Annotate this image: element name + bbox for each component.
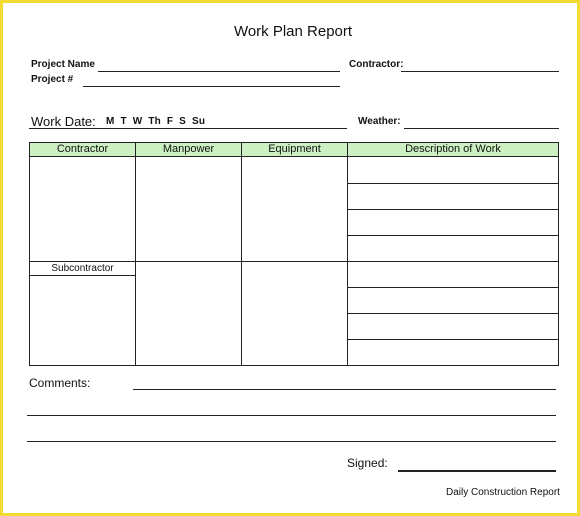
comments-line-1[interactable]: [133, 389, 556, 390]
description-row-line: [347, 287, 559, 288]
work-date-line: [29, 128, 347, 129]
subcontractor-underline: [29, 275, 136, 276]
signed-label: Signed:: [347, 456, 388, 470]
description-row-line: [347, 313, 559, 314]
comments-label: Comments:: [29, 376, 91, 390]
contractor-label: Contractor:: [349, 59, 404, 70]
project-name-label: Project Name: [31, 59, 95, 70]
description-row-line: [347, 339, 559, 340]
work-date-label: Work Date:: [31, 114, 96, 129]
header-description: Description of Work: [347, 142, 559, 157]
weather-line[interactable]: [404, 128, 559, 129]
footer-text: Daily Construction Report: [446, 487, 560, 498]
signature-line[interactable]: [398, 470, 556, 472]
header-manpower: Manpower: [135, 142, 242, 157]
description-row-line: [347, 183, 559, 184]
weekday-options[interactable]: M T W Th F S Su: [106, 116, 206, 127]
description-row-line: [347, 235, 559, 236]
comments-line-2[interactable]: [27, 415, 556, 416]
comments-line-3[interactable]: [27, 441, 556, 442]
section-divider: [29, 261, 348, 262]
project-number-line[interactable]: [83, 86, 340, 87]
project-name-line[interactable]: [98, 71, 340, 72]
project-number-label: Project #: [31, 74, 74, 85]
contractor-line[interactable]: [401, 71, 559, 72]
header-equipment: Equipment: [241, 142, 348, 157]
description-row-line: [347, 261, 559, 262]
work-plan-table: [29, 142, 559, 366]
description-row-line: [347, 209, 559, 210]
weather-label: Weather:: [358, 116, 401, 127]
subcontractor-label: Subcontractor: [51, 263, 114, 274]
page-title: Work Plan Report: [233, 23, 353, 40]
header-contractor: Contractor: [29, 142, 136, 157]
